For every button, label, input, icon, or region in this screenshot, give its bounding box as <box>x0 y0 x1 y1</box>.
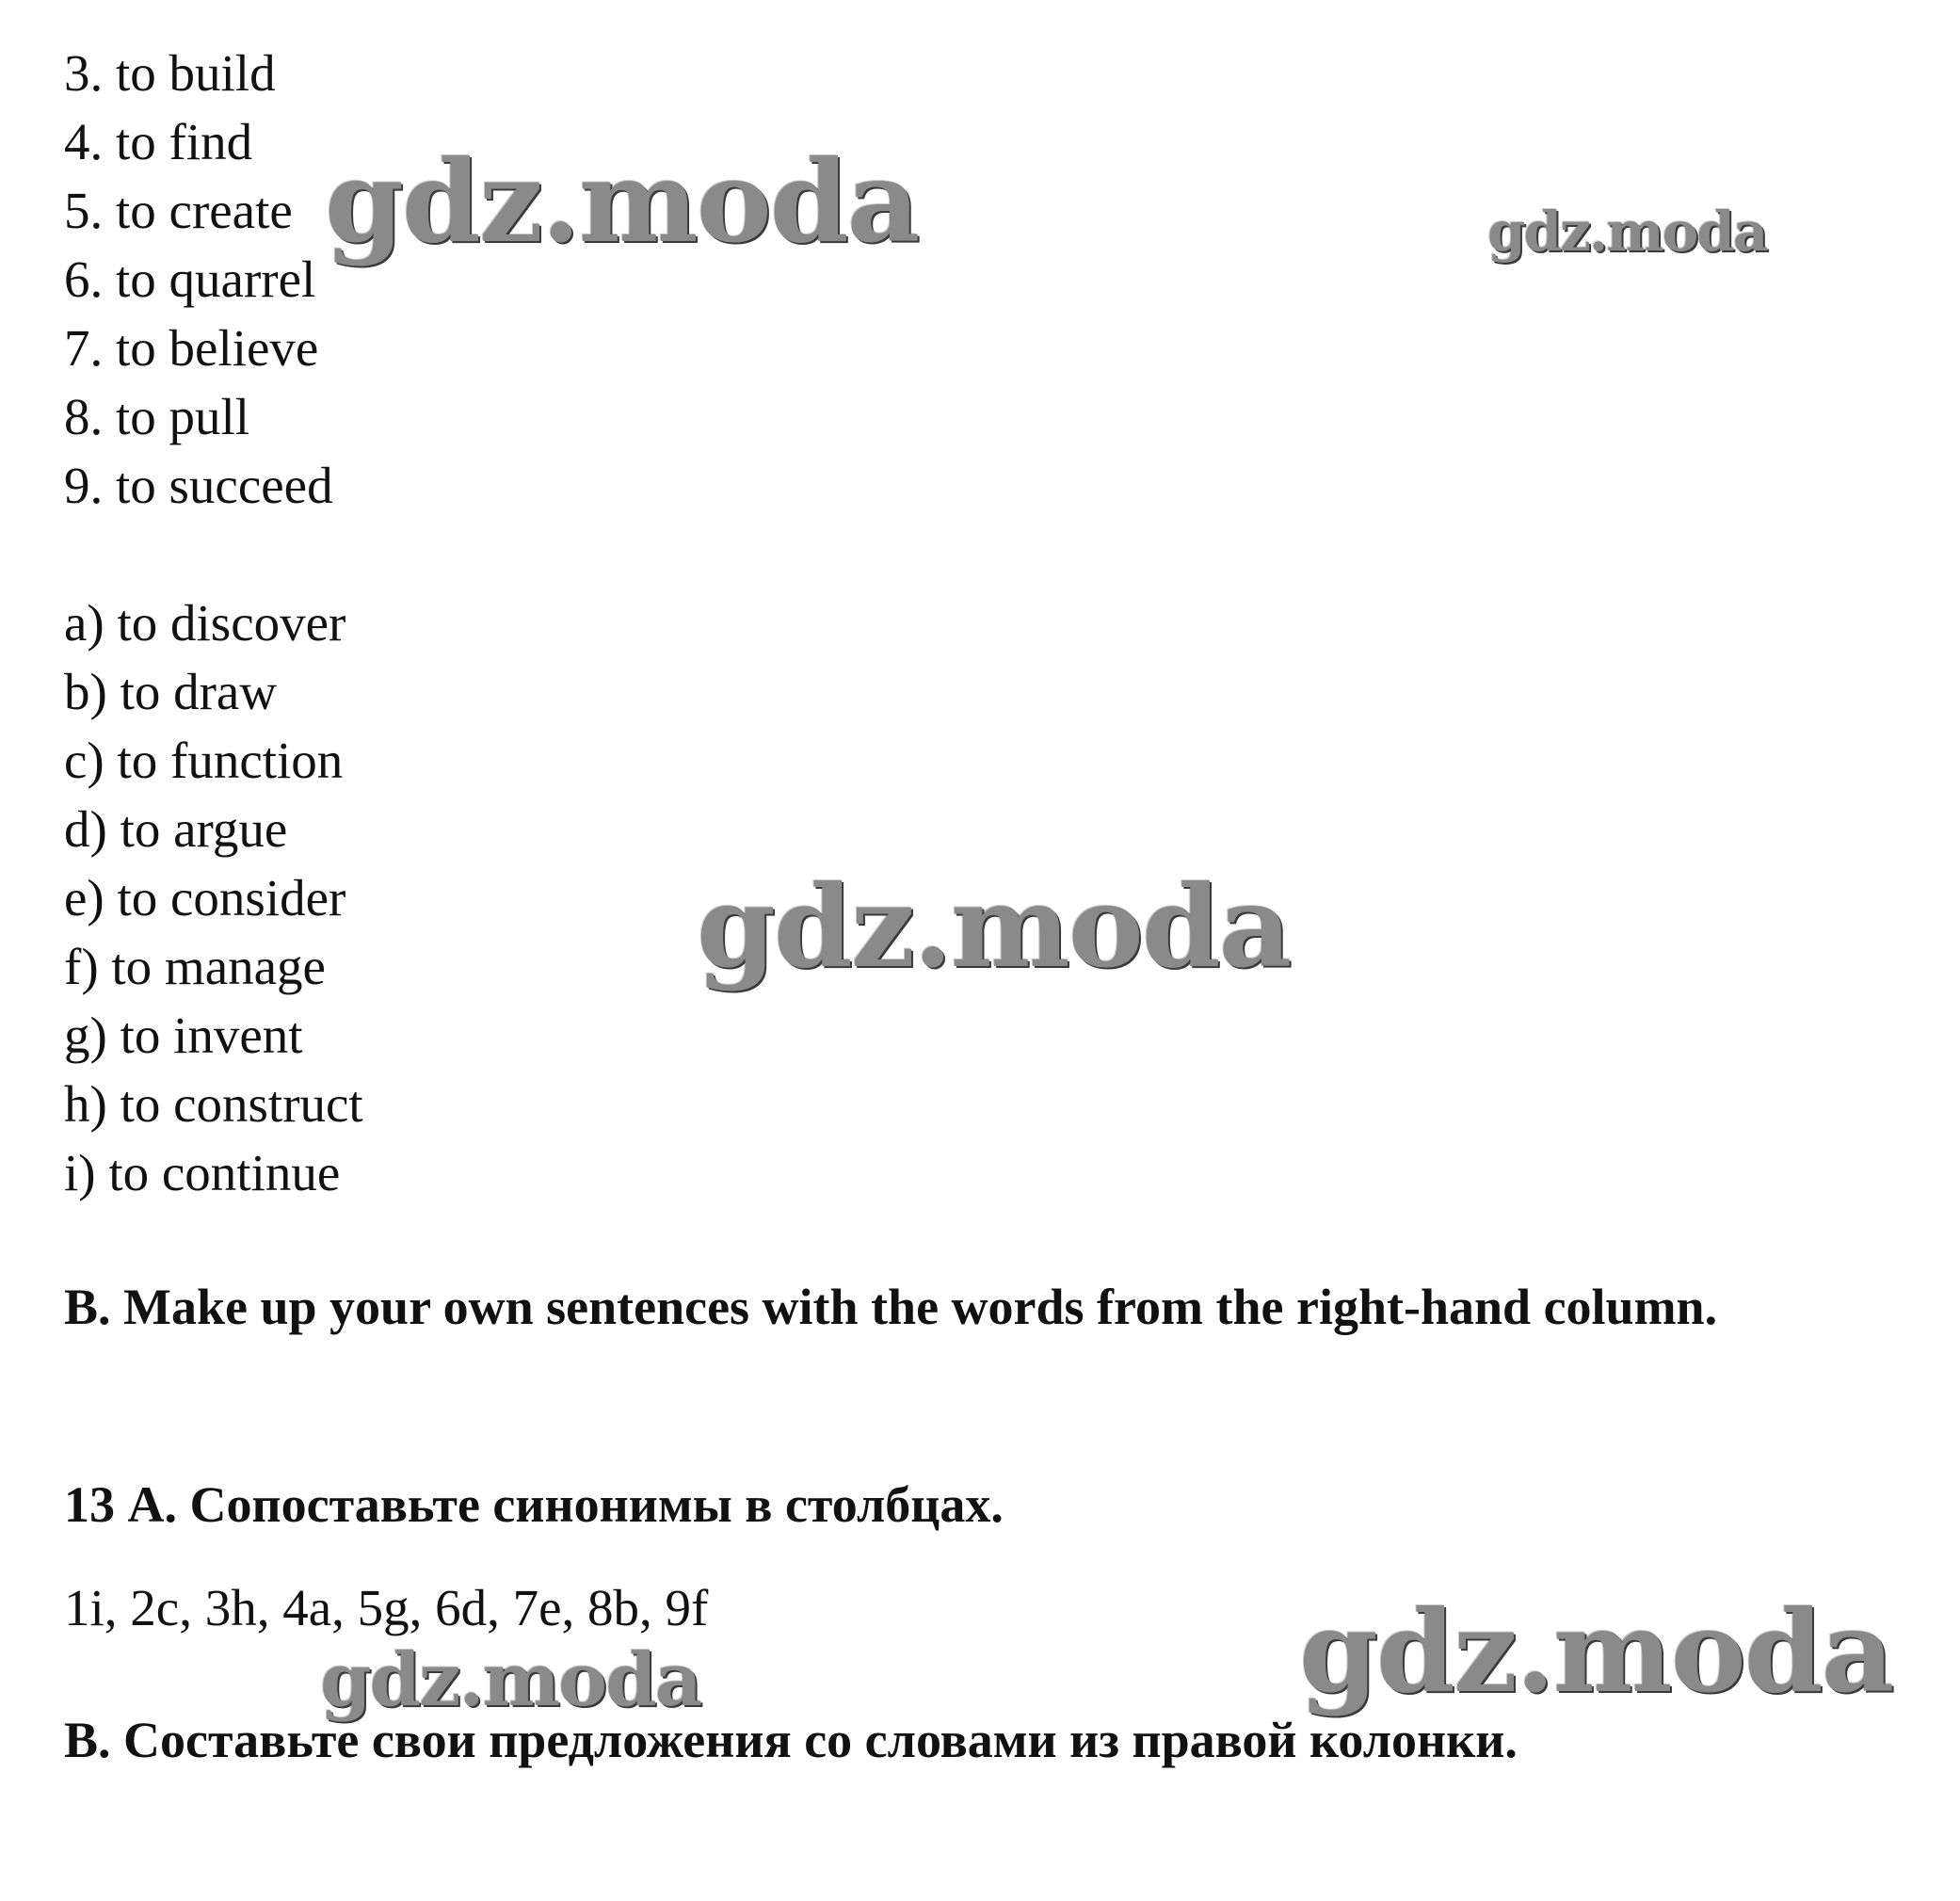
synonym-item-c: c) to function <box>64 732 344 789</box>
verb-item-4: 4. to find <box>64 113 253 170</box>
watermark-logo: gdz.moda <box>1487 200 1767 264</box>
synonym-item-a: a) to discover <box>64 594 346 652</box>
watermark-logo: gdz.moda <box>320 1637 701 1723</box>
watermark-logo: gdz.moda <box>1299 1586 1893 1718</box>
answer-key: 1i, 2c, 3h, 4a, 5g, 6d, 7e, 8b, 9f <box>64 1579 709 1636</box>
verb-item-6: 6. to quarrel <box>64 250 316 308</box>
task-b-russian: В. Составьте свои предложения со словами из правой колонки. <box>64 1712 1518 1768</box>
synonym-item-g: g) to invent <box>64 1007 303 1064</box>
synonym-item-e: e) to consider <box>64 869 346 926</box>
verb-item-5: 5. to create <box>64 182 293 239</box>
task-13a-heading: 13 А. Сопоставьте синонимы в столбцах. <box>64 1476 1004 1533</box>
verb-item-8: 8. to pull <box>64 388 250 445</box>
task-b-english: B. Make up your own sentences with the words from the right-hand column. <box>64 1279 1718 1335</box>
synonym-item-d: d) to argue <box>64 800 288 858</box>
verb-item-7: 7. to believe <box>64 319 319 377</box>
synonym-item-b: b) to draw <box>64 663 278 720</box>
verb-item-9: 9. to succeed <box>64 457 333 514</box>
watermark-logo: gdz.moda <box>697 861 1291 993</box>
synonym-item-f: f) to manage <box>64 938 326 995</box>
synonym-item-i: i) to continue <box>64 1144 341 1201</box>
verb-item-3: 3. to build <box>64 44 276 102</box>
synonym-item-h: h) to construct <box>64 1075 363 1133</box>
watermark-logo: gdz.moda <box>325 136 919 268</box>
